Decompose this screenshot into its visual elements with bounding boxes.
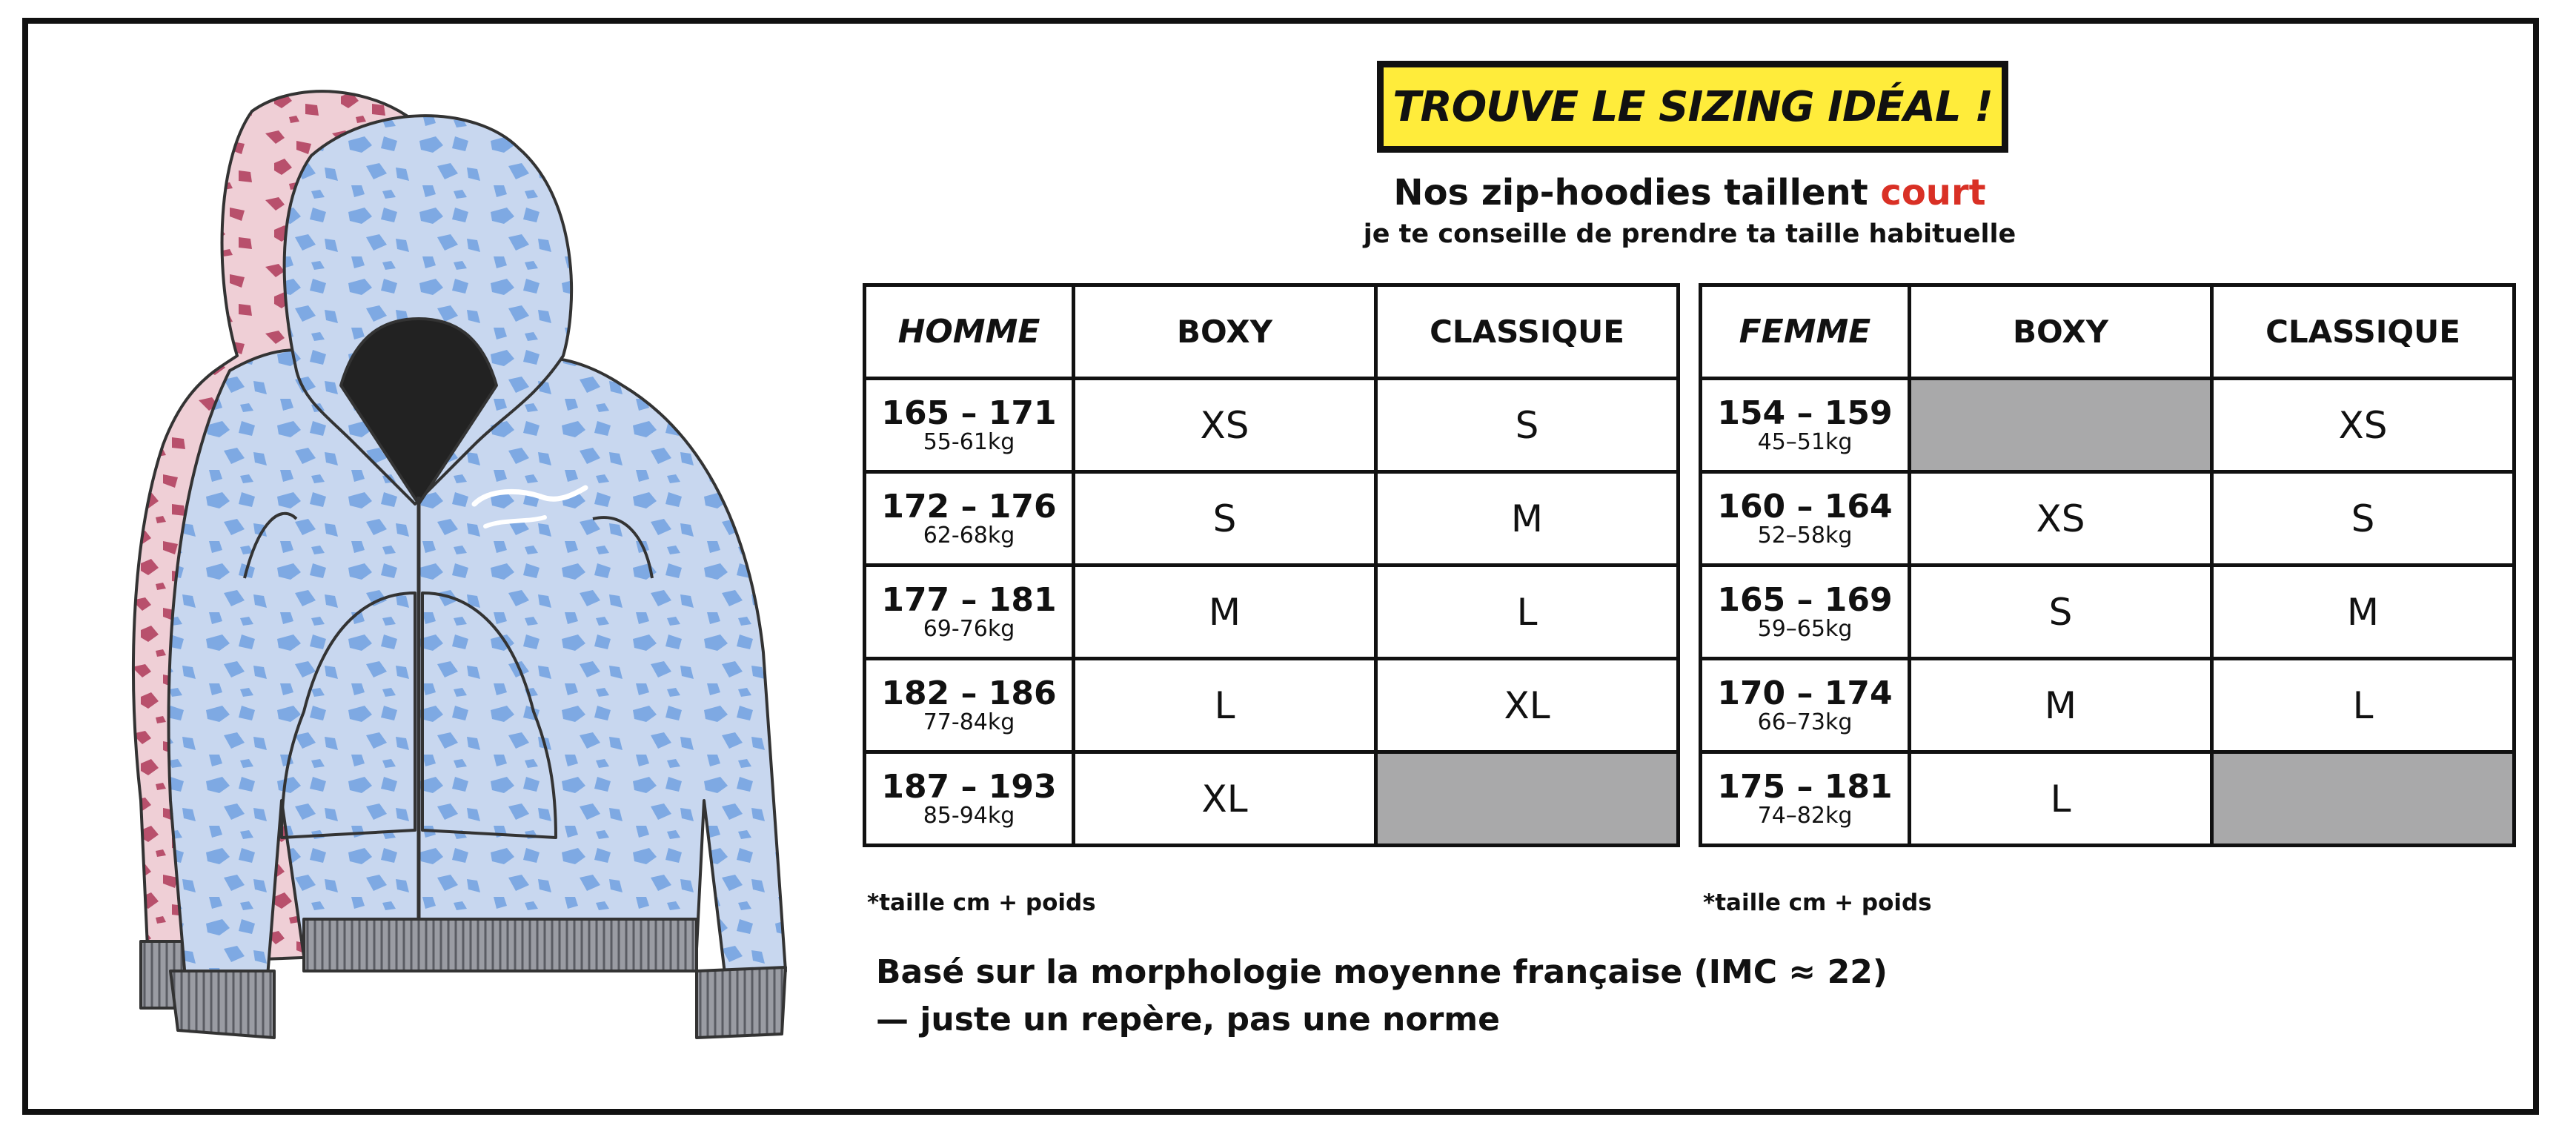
- footer-line1: Basé sur la morphologie moyenne française (IMC ≈ 22): [876, 953, 1888, 991]
- size-boxy: XS: [1074, 379, 1376, 472]
- height-range: 172 – 176: [881, 487, 1057, 526]
- subtitle-prefix: Nos zip-hoodies taillent: [1393, 172, 1881, 213]
- footer-line2-strong: pas une norme: [1226, 1001, 1500, 1038]
- size-classique: XS: [2212, 379, 2514, 472]
- size-classique: L: [1376, 566, 1679, 659]
- height-range: 177 – 181: [881, 580, 1057, 619]
- table-row: [1701, 566, 2514, 659]
- size-boxy: L: [1074, 659, 1376, 752]
- measure-cell: [1701, 659, 1910, 752]
- weight-range: 59–65kg: [1757, 615, 1853, 642]
- table-row: [1701, 472, 2514, 566]
- measure-cell: [865, 659, 1074, 752]
- subtitle-advice: je te conseille de prendre ta taille habituelle: [1363, 219, 2016, 249]
- size-classique: M: [1376, 472, 1679, 566]
- measure-cell: [865, 379, 1074, 472]
- weight-range: 52–58kg: [1757, 522, 1853, 549]
- hoodie-illustration-icon: [59, 59, 860, 1082]
- table-header-row: [1701, 285, 2514, 379]
- height-range: 175 – 181: [1717, 767, 1893, 806]
- height-range: 165 – 169: [1717, 580, 1893, 619]
- size-table-femme: [1699, 283, 2516, 847]
- measure-cell: [865, 566, 1074, 659]
- size-boxy: M: [1074, 566, 1376, 659]
- size-classique: M: [2212, 566, 2514, 659]
- header-classique: CLASSIQUE: [2212, 285, 2514, 379]
- measure-cell: [865, 752, 1074, 846]
- size-boxy: S: [1910, 566, 2212, 659]
- footer-disclaimer: [876, 949, 2136, 1044]
- size-classique: L: [2212, 659, 2514, 752]
- height-range: 170 – 174: [1717, 674, 1893, 712]
- height-range: 182 – 186: [881, 674, 1057, 712]
- header-gender: FEMME: [1701, 285, 1910, 379]
- table-row: [1701, 379, 2514, 472]
- weight-range: 85-94kg: [923, 802, 1015, 829]
- footer-line2: [876, 996, 2136, 1044]
- measure-cell: [865, 472, 1074, 566]
- weight-range: 74–82kg: [1757, 802, 1853, 829]
- hoodie-illustration: [59, 59, 860, 1082]
- weight-range: 55-61kg: [923, 428, 1015, 455]
- footer-line2-prefix: — juste un repère,: [876, 1001, 1226, 1038]
- size-classique: S: [2212, 472, 2514, 566]
- size-unavailable: [1910, 379, 2212, 472]
- size-boxy: XL: [1074, 752, 1376, 846]
- height-range: 154 – 159: [1717, 394, 1893, 432]
- sizing-banner: [1377, 61, 2008, 153]
- size-boxy: M: [1910, 659, 2212, 752]
- weight-range: 66–73kg: [1757, 709, 1853, 735]
- size-table-homme: [863, 283, 1680, 847]
- measure-cell: [1701, 472, 1910, 566]
- size-classique: S: [1376, 379, 1679, 472]
- height-range: 165 – 171: [881, 394, 1057, 432]
- weight-range: 62-68kg: [923, 522, 1015, 549]
- table-row: [865, 752, 1679, 846]
- table-row: [1701, 752, 2514, 846]
- header-boxy: BOXY: [1074, 285, 1376, 379]
- table-header-row: [865, 285, 1679, 379]
- size-classique: XL: [1376, 659, 1679, 752]
- weight-range: 69-76kg: [923, 615, 1015, 642]
- size-boxy: L: [1910, 752, 2212, 846]
- table-note-femme: *taille cm + poids: [1703, 889, 1932, 916]
- measure-cell: [1701, 752, 1910, 846]
- banner-title: TROUVE LE SIZING IDÉAL !: [1392, 82, 1993, 131]
- height-range: 160 – 164: [1717, 487, 1893, 526]
- measure-cell: [1701, 379, 1910, 472]
- height-range: 187 – 193: [881, 767, 1057, 806]
- size-unavailable: [1376, 752, 1679, 846]
- weight-range: 45–51kg: [1757, 428, 1853, 455]
- size-boxy: XS: [1910, 472, 2212, 566]
- table-row: [865, 472, 1679, 566]
- measure-cell: [1701, 566, 1910, 659]
- weight-range: 77-84kg: [923, 709, 1015, 735]
- header-boxy: BOXY: [1910, 285, 2212, 379]
- size-boxy: S: [1074, 472, 1376, 566]
- subtitle-accent: court: [1880, 172, 1986, 213]
- table-row: [865, 379, 1679, 472]
- header-classique: CLASSIQUE: [1376, 285, 1679, 379]
- table-row: [1701, 659, 2514, 752]
- size-unavailable: [2212, 752, 2514, 846]
- table-note-homme: *taille cm + poids: [867, 889, 1096, 916]
- table-row: [865, 659, 1679, 752]
- header-gender: HOMME: [865, 285, 1074, 379]
- subtitle: [1112, 172, 2268, 213]
- table-row: [865, 566, 1679, 659]
